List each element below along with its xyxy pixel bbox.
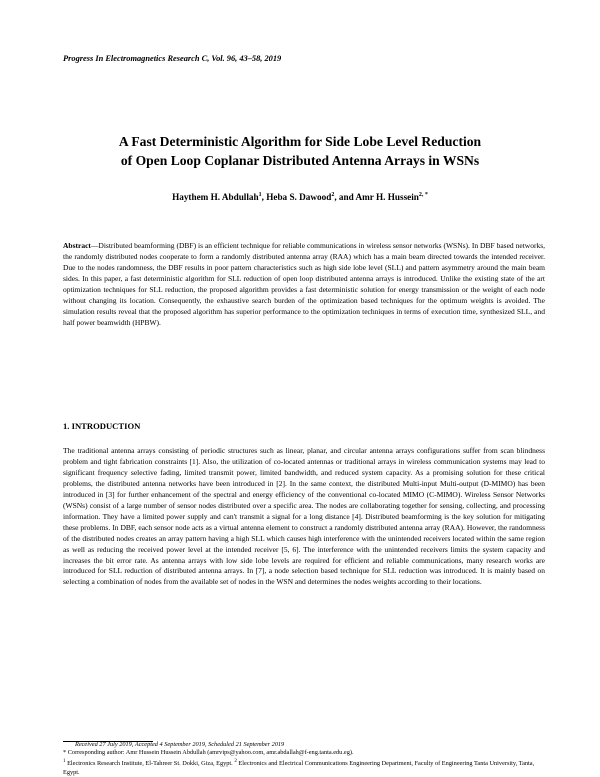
author-separator: , and <box>334 192 356 203</box>
author-separator: , <box>261 192 267 203</box>
author-name: Amr H. Hussein <box>355 192 419 203</box>
paper-title-line-1: A Fast Deterministic Algorithm for Side Lobe Level Reduction <box>118 134 482 149</box>
affiliation-mark: 2 <box>234 759 237 764</box>
journal-header: Progress In Electromagnetics Research C, Vol. 96, 43–58, 2019 <box>63 54 282 63</box>
author-affiliation-mark: 2 <box>331 192 335 198</box>
section-heading: 1. INTRODUCTION <box>63 421 141 431</box>
abstract <box>63 241 545 329</box>
author-affiliation-mark: 2, * <box>418 192 428 198</box>
affiliation-mark: 1 <box>63 759 66 764</box>
affiliation-1: Electronics Research Institute, El-Tahreer St. Dokki, Giza, Egypt. <box>67 760 233 768</box>
author-affiliation-mark: 1 <box>258 192 262 198</box>
affiliations-note <box>63 758 545 777</box>
corresponding-author-note: * Corresponding author: Amr Hussein Hussein Abdullah (amrvips@yahoo.com, amr.abdallah@f-eng.tanta.edu.eg). <box>63 749 354 756</box>
paper-title-line-2: of Open Loop Coplanar Distributed Antenna Arrays in WSNs <box>120 153 480 168</box>
abstract-label: Abstract <box>63 241 91 250</box>
received-dates: Received 27 July 2019, Accepted 4 September 2019, Scheduled 21 September 2019 <box>75 741 285 748</box>
author-list <box>40 192 560 202</box>
author-name: Heba S. Dawood <box>266 192 332 203</box>
abstract-text: —Distributed beamforming (DBF) is an efficient technique for reliable communications in wireless sensor networks (WSNs). In DBF based networks, the randomly distributed nodes cooperate to form a randomly distributed antenna array (RAA) which has a main beam directed towards the intended receiver. Due to the nodes randomness, the DBF results in poor pattern characteristics such as high side lobe level (SLL) and pattern asymmetry around the main beam sides. In this paper, a fast deterministic algorithm for SLL reduction of open loop distributed antenna arrays is introduced. Unlike the existing state of the art optimization techniques for SLL reduction, the proposed algorithm provides a fast deterministic solution for energy transmission or the weight of each node without changing its location. Consequently, the exhaustive search burden of the optimization based techniques for the optimum weights is avoided. The simulation results reveal that the proposed algorithm has superior performance to the optimization techniques in terms of execution time, synthesized SLL, and half power beamwidth (HPBW). <box>63 241 545 327</box>
introduction-text: The traditional antenna arrays consisting of periodic structures such as linear, planar, and circular antenna arrays configurations suffer from scan blindness problem and tight fabrication constraints [1]. Also, the utilization of co-located antennas or traditional arrays in wireless communication systems may lead to significant frequency selective fading, limited transmit power, limited bandwidth, and reduced system capacity. As a promising solution for these critical problems, the distributed antenna networks have been introduced in [2]. In the same context, the distributed Multi-input Multi-output (D-MIMO) has been introduced in [3] for further enhancement of the spectral and energy efficiency of the conventional co-located MIMO (C-MIMO). Wireless Sensor Networks (WSNs) consist of a large number of sensor nodes distributed over a specific area. The nodes are collaborating together for sensing, collecting, and processing information. They have a limited power supply and can't transmit a signal for a long distance [4]. Distributed beamforming is the key solution for mitigating these problems. In DBF, each sensor node acts as a virtual antenna element to construct a randomly distributed antenna array (RAA). However, the randomness of the distributed nodes creates an array pattern having a high SLL which causes high interference with the unintended receivers located within the same region as well as reducing the received power level at the intended receiver [5, 6]. The interference with the unintended receivers limits the system capacity and increases the bit error rate. As antenna arrays with low side lobe levels are required for efficient and reliable communications, many research works are introduced for SLL reduction of distributed antenna arrays. In [7], a node selection based technique for SLL reduction was introduced. It is mainly based on selecting a combination of nodes from the available set of nodes in the WSN and determines the nodes weights according to their locations. <box>63 446 545 587</box>
affiliation-2: Electronics and Electrical Communications Engineering Department, Faculty of Engineering Tanta University, Tanta, Egypt. <box>63 760 535 776</box>
author-name: Haythem H. Abdullah <box>172 192 259 203</box>
